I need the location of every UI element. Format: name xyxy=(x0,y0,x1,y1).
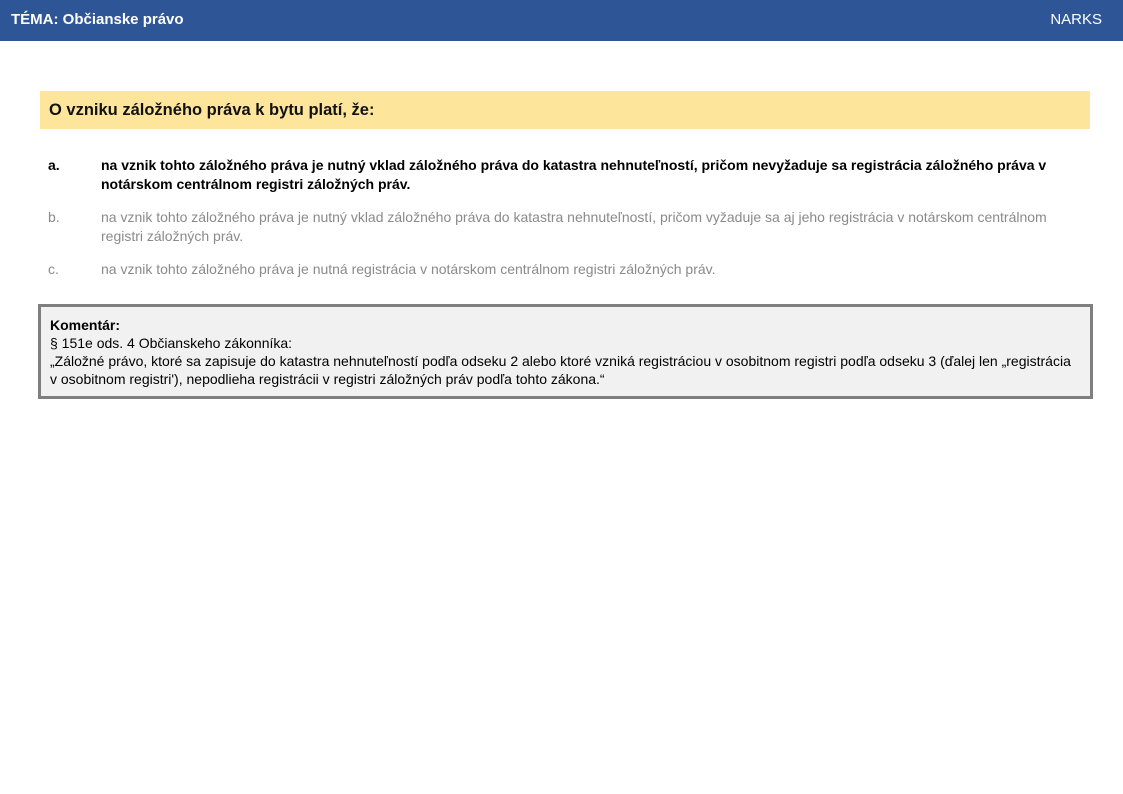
answer-letter: a. xyxy=(48,157,60,173)
answer-text: na vznik tohto záložného práva je nutná registrácia v notárskom centrálnom registri záložných práv. xyxy=(101,261,716,277)
comment-label: Komentár: xyxy=(50,317,121,333)
brand-label: NARKS xyxy=(1050,11,1102,28)
comment-reference: § 151e ods. 4 Občianskeho zákonníka: xyxy=(50,335,293,351)
comment-box xyxy=(38,304,1093,399)
answer-text: na vznik tohto záložného práva je nutný vklad záložného práva do katastra nehnuteľností, pričom nevyžaduje sa registrácia záložného práva v notárskom centrálnom registri záložných práv. xyxy=(101,157,1047,192)
answer-list xyxy=(48,156,1078,293)
answer-letter: c. xyxy=(48,261,59,277)
comment-quote: „Záložné právo, ktoré sa zapisuje do katastra nehnuteľností podľa odseku 2 alebo ktoré vzniká registráciou v osobitnom registri podľa odseku 3 (ďalej len „registrácia v osobitnom registri'), nepodlieha registrácii v registri záložných práv podľa tohto zákona.“ xyxy=(50,353,1071,387)
answer-option-c xyxy=(48,260,1078,279)
answer-letter: b. xyxy=(48,209,60,225)
topic-title: TÉMA: Občianske právo xyxy=(11,11,184,28)
answer-option-b xyxy=(48,208,1078,246)
question-box xyxy=(40,91,1090,129)
question-text: O vzniku záložného práva k bytu platí, že: xyxy=(49,101,375,119)
answer-option-a xyxy=(48,156,1078,194)
answer-text: na vznik tohto záložného práva je nutný vklad záložného práva do katastra nehnuteľností, pričom vyžaduje sa aj jeho registrácia v notárskom centrálnom registri záložných práv. xyxy=(101,209,1047,244)
top-bar xyxy=(0,0,1123,41)
